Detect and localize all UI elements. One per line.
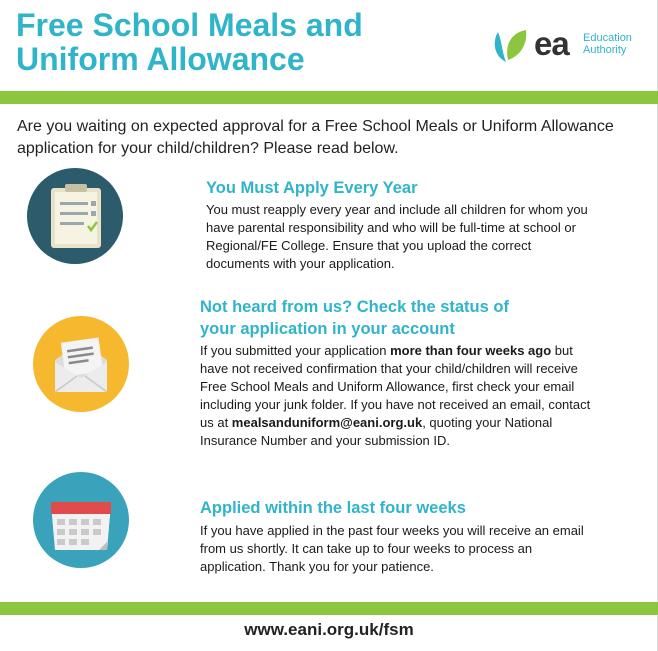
logo-sub-line-2: Authority	[583, 44, 627, 56]
envelope-icon	[33, 316, 129, 412]
logo-sub-line-1: Education	[583, 32, 632, 44]
section-2-body-part-2: but have not received confirmation that your child/children will receive Free School Meals and Uniform Allowance, first check your email including your junk folder. If you have not received an email, contact us at	[200, 343, 591, 430]
section-2-title-line-2: your application in your account	[200, 320, 455, 338]
ea-logo	[490, 26, 640, 66]
section-3-body: If you have applied in the past four weeks you will receive an email from us shortly. It can take up to four weeks to process an application. Thank you for your patience.	[200, 523, 584, 574]
section-2-body-bold-1: more than four weeks ago	[390, 343, 552, 358]
intro-text: Are you waiting on expected approval for a Free School Meals or Uniform Allowance application for your child/children? Please read below.	[17, 118, 614, 157]
section-3-title: Applied within the last four weeks	[200, 499, 466, 517]
title-line-1: Free School Meals and	[16, 7, 363, 43]
header	[0, 0, 658, 90]
section-1-body: You must reapply every year and include all children for whom you have parental responsibility and who will be full-time at school or Regional/FE College. Ensure that you upload the correct documents with your application.	[206, 202, 588, 271]
section-2-title-line-1: Not heard from us? Check the status of	[200, 298, 509, 316]
section-2-body-part-1: If you submitted your application	[200, 343, 391, 358]
footer-url-link[interactable]: www.eani.org.uk/fsm	[244, 620, 414, 639]
logo-text: ea	[534, 25, 569, 62]
section-2-body-part-3: , quoting your National Insurance Number and your submission ID.	[200, 415, 553, 448]
logo-subtext	[583, 32, 643, 56]
top-divider-bar	[0, 91, 658, 104]
leaf-logo-icon	[490, 26, 530, 66]
contact-email-link[interactable]: mealsanduniform@eani.org.uk	[231, 415, 423, 430]
section-2-body	[200, 342, 598, 450]
calendar-icon	[33, 472, 129, 568]
calendar-icon-circle	[33, 472, 129, 568]
envelope-icon-circle	[33, 316, 129, 412]
clipboard-icon	[27, 168, 123, 264]
title-line-2: Uniform Allowance	[16, 41, 305, 77]
clipboard-icon-circle	[27, 168, 123, 264]
bottom-divider-bar	[0, 602, 658, 615]
section-2-title	[200, 296, 630, 340]
page-title	[16, 8, 436, 76]
section-1-title: You Must Apply Every Year	[206, 179, 418, 197]
